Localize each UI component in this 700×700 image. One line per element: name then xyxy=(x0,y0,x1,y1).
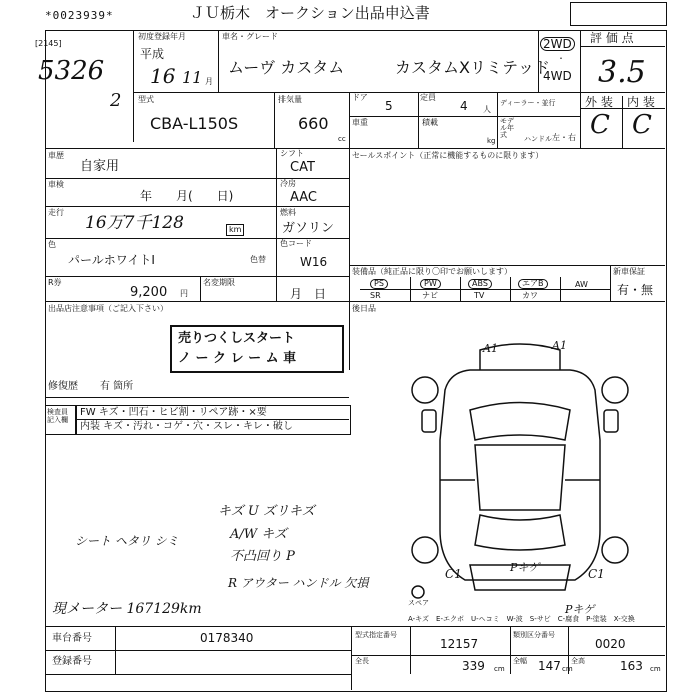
spare-tire xyxy=(412,586,424,598)
era-label: 平成 xyxy=(140,47,165,61)
right-notes-label: 後日品 xyxy=(352,304,376,313)
equip-tv: TV xyxy=(474,291,485,300)
line xyxy=(45,178,349,179)
repair-label: 修復歴 xyxy=(48,381,78,392)
stamp-line1: 売りつくしスタート xyxy=(178,331,296,346)
first-reg-month: 11 xyxy=(182,68,203,87)
displacement: 660 xyxy=(298,114,329,133)
drive-2wd: 2WD xyxy=(540,37,575,51)
exterior-grade: C xyxy=(590,110,610,140)
line xyxy=(610,265,611,301)
equip-aw: AW xyxy=(575,280,588,289)
reg-label: 登録番号 xyxy=(52,656,92,667)
shift: CAT xyxy=(290,160,315,175)
line xyxy=(510,277,511,301)
line xyxy=(133,92,665,93)
sales-point-label: セールスポイント（正常に機能するものに限ります） xyxy=(352,151,544,160)
doors-label: ドア xyxy=(352,93,368,102)
line xyxy=(45,674,351,675)
line xyxy=(45,626,665,627)
handle-label: ハンドル xyxy=(524,135,552,143)
color-label: 色 xyxy=(48,240,56,249)
hand-note-5: シート ヘタリ シミ xyxy=(75,534,179,548)
model-code: CBA-L150S xyxy=(150,114,239,133)
tax-label: R券 xyxy=(48,278,62,287)
width: 147 xyxy=(538,659,561,673)
frame-label: 車台番号 xyxy=(52,633,92,644)
line xyxy=(218,30,219,92)
stamp-line2: ノ ー ク レ ー ム 車 xyxy=(178,351,297,366)
line xyxy=(351,655,665,656)
name-change-value: 月 日 xyxy=(290,287,327,301)
line xyxy=(349,92,350,148)
line xyxy=(510,626,511,674)
left-front-wheel xyxy=(412,377,438,403)
equip-airbag: エアB xyxy=(518,279,548,289)
tax-amount: 9,200 xyxy=(130,285,168,300)
new-warranty-value: 有・無 xyxy=(617,283,654,297)
barcode: *0023939* xyxy=(45,9,114,22)
damage-legend: A-キズ E-エクボ U-ヘコミ W-波 S-サビ C-腐食 P-塗装 X-交換 xyxy=(408,615,635,623)
inspector-label: 検査員記入欄 xyxy=(47,408,68,425)
hand-note-4: R アウター ハンドル 欠損 xyxy=(228,576,369,590)
eval-label: 評 価 点 xyxy=(590,31,634,45)
lot-number: 5326 xyxy=(38,56,105,86)
cc-unit: cc xyxy=(338,135,346,143)
line xyxy=(45,650,351,651)
line xyxy=(45,276,349,277)
divider xyxy=(133,30,134,142)
equip-label: 装備品（純正品に限り〇印でお願いします） xyxy=(352,267,512,276)
spare-label: スペア xyxy=(408,599,429,607)
line xyxy=(45,397,349,398)
diagram-a1-left: A1 xyxy=(483,342,498,355)
notes-label-text: 出品店注意事項 xyxy=(48,304,104,313)
line xyxy=(580,46,665,47)
lot-mark: 2 xyxy=(110,90,122,111)
interior-label: 内 装 xyxy=(627,95,655,109)
equip-abs: ABS xyxy=(468,279,492,289)
fuel-label: 燃料 xyxy=(280,208,296,217)
length: 339 xyxy=(462,659,485,673)
equip-leather: カワ xyxy=(522,291,538,300)
left-rear-wheel xyxy=(412,537,438,563)
first-reg-label: 初度登録年月 xyxy=(138,32,186,41)
line xyxy=(200,276,201,301)
aircon-label: 冷房 xyxy=(280,179,296,188)
first-reg-year: 16 xyxy=(150,64,176,88)
inspector-row2: 内装 キズ・汚れ・コゲ・穴・スレ・キレ・破し xyxy=(80,421,293,432)
hand-note-1: キズ U ズリキズ xyxy=(218,504,315,519)
month-label: 月 xyxy=(205,77,213,86)
line xyxy=(497,92,498,148)
repair-value: 有 箇所 xyxy=(100,381,134,392)
line xyxy=(580,30,581,148)
kg-unit: kg xyxy=(487,137,496,145)
aircon: AAC xyxy=(290,190,317,205)
car-name: ムーヴ カスタム xyxy=(228,58,345,77)
form-title: ＪＵ栃木 オークション出品申込書 xyxy=(190,4,430,22)
name-label: 車名・グレード xyxy=(222,32,278,41)
drive-dot: ・ xyxy=(557,54,565,63)
line xyxy=(276,148,277,301)
top-right-box xyxy=(570,2,667,26)
car-body-outline xyxy=(440,370,600,580)
line xyxy=(349,116,580,117)
usage: 自家用 xyxy=(80,159,120,174)
height-unit: cm xyxy=(650,665,661,673)
height: 163 xyxy=(620,659,643,673)
inspection-label: 車検 xyxy=(48,180,64,189)
name-change-label: 名変期限 xyxy=(203,278,235,287)
line xyxy=(45,301,665,302)
drive-4wd: 4WD xyxy=(543,69,572,83)
exterior-label: 外 装 xyxy=(585,95,613,109)
line xyxy=(274,92,275,148)
capacity: 4 xyxy=(460,99,468,113)
import-label: ディーラー・並行 xyxy=(500,99,556,107)
line xyxy=(460,277,461,301)
line xyxy=(349,265,665,266)
hand-note-2: A/W キズ xyxy=(230,527,288,542)
line xyxy=(360,289,610,290)
line xyxy=(622,96,623,148)
width-unit: cm xyxy=(562,665,573,673)
shift-label: シフト xyxy=(280,149,304,158)
category-label: 類別区分番号 xyxy=(513,631,555,639)
width-label: 全幅 xyxy=(513,657,527,665)
right-front-wheel xyxy=(602,377,628,403)
handle-options: 左・右 xyxy=(552,133,576,142)
equip-ps: PS xyxy=(370,279,388,289)
height-label: 全高 xyxy=(571,657,585,665)
hand-note-3: 不凸回り P xyxy=(230,549,295,564)
mileage: 16万7千128 xyxy=(85,213,184,233)
usage-label: 車歴 xyxy=(48,151,64,160)
no-claim-stamp xyxy=(170,325,344,373)
color-change-label: 色替 xyxy=(250,255,266,264)
length-label: 全長 xyxy=(355,657,369,665)
entry-code: [2145] xyxy=(35,39,62,48)
inspection-value: 年 月( 日) xyxy=(140,189,234,203)
diagram-rust: Pキゲ xyxy=(510,561,540,574)
equip-pw: PW xyxy=(420,279,441,289)
fuel: ガソリン xyxy=(282,221,335,236)
odometer-note: 現メーター 167129km xyxy=(52,601,202,617)
line xyxy=(418,92,419,148)
score: 3.5 xyxy=(598,55,646,90)
color: パールホワイトⅠ xyxy=(68,253,155,267)
doors: 5 xyxy=(385,99,393,113)
car-windshield xyxy=(470,403,570,441)
capacity-label: 定員 xyxy=(420,93,436,102)
person-unit: 人 xyxy=(483,105,491,114)
line xyxy=(410,277,411,301)
notes-label xyxy=(48,305,168,313)
line xyxy=(410,626,411,674)
category: 0020 xyxy=(595,637,626,651)
car-roof xyxy=(475,445,565,510)
diagram-c1-left: C1 xyxy=(445,567,462,581)
right-mirror xyxy=(604,410,618,432)
color-code: W16 xyxy=(300,255,328,269)
yen-unit: 円 xyxy=(180,289,188,298)
load-label: 積載 xyxy=(422,118,438,127)
equip-navi: ナビ xyxy=(422,291,438,300)
line xyxy=(349,148,350,370)
line xyxy=(351,626,352,690)
right-rear-wheel xyxy=(602,537,628,563)
diagram-c1-right: C1 xyxy=(588,567,605,581)
km-unit: km xyxy=(226,224,244,236)
new-warranty-label: 新車保証 xyxy=(613,267,645,276)
type-designation: 12157 xyxy=(440,637,479,651)
left-mirror xyxy=(422,410,436,432)
interior-grade: C xyxy=(632,110,652,140)
length-unit: cm xyxy=(494,665,505,673)
model-year-label: モデル年式 xyxy=(500,117,514,139)
grade: カスタムXリミテッド xyxy=(395,58,550,77)
model-label: 型式 xyxy=(138,95,154,104)
inspector-row1: FW キズ・凹石・ヒビ割・リペア跡・×要 xyxy=(80,407,267,418)
line xyxy=(115,626,116,674)
line xyxy=(45,206,349,207)
color-code-label: 色コード xyxy=(280,239,312,248)
displacement-label: 排気量 xyxy=(278,95,302,104)
type-designation-label: 型式指定番号 xyxy=(355,631,397,639)
diagram-rust-2: Pキゲ xyxy=(565,603,595,616)
notes-sub: （ご記入下さい） xyxy=(104,304,168,313)
equip-sr: SR xyxy=(370,291,381,300)
diagram-a1-right: A1 xyxy=(552,339,567,352)
line xyxy=(45,148,665,149)
line xyxy=(75,419,349,420)
frame-number: 0178340 xyxy=(200,631,254,645)
car-rear-window xyxy=(475,515,565,550)
weight-label: 車重 xyxy=(352,118,368,127)
line xyxy=(560,277,561,301)
mileage-label: 走行 xyxy=(48,208,64,217)
